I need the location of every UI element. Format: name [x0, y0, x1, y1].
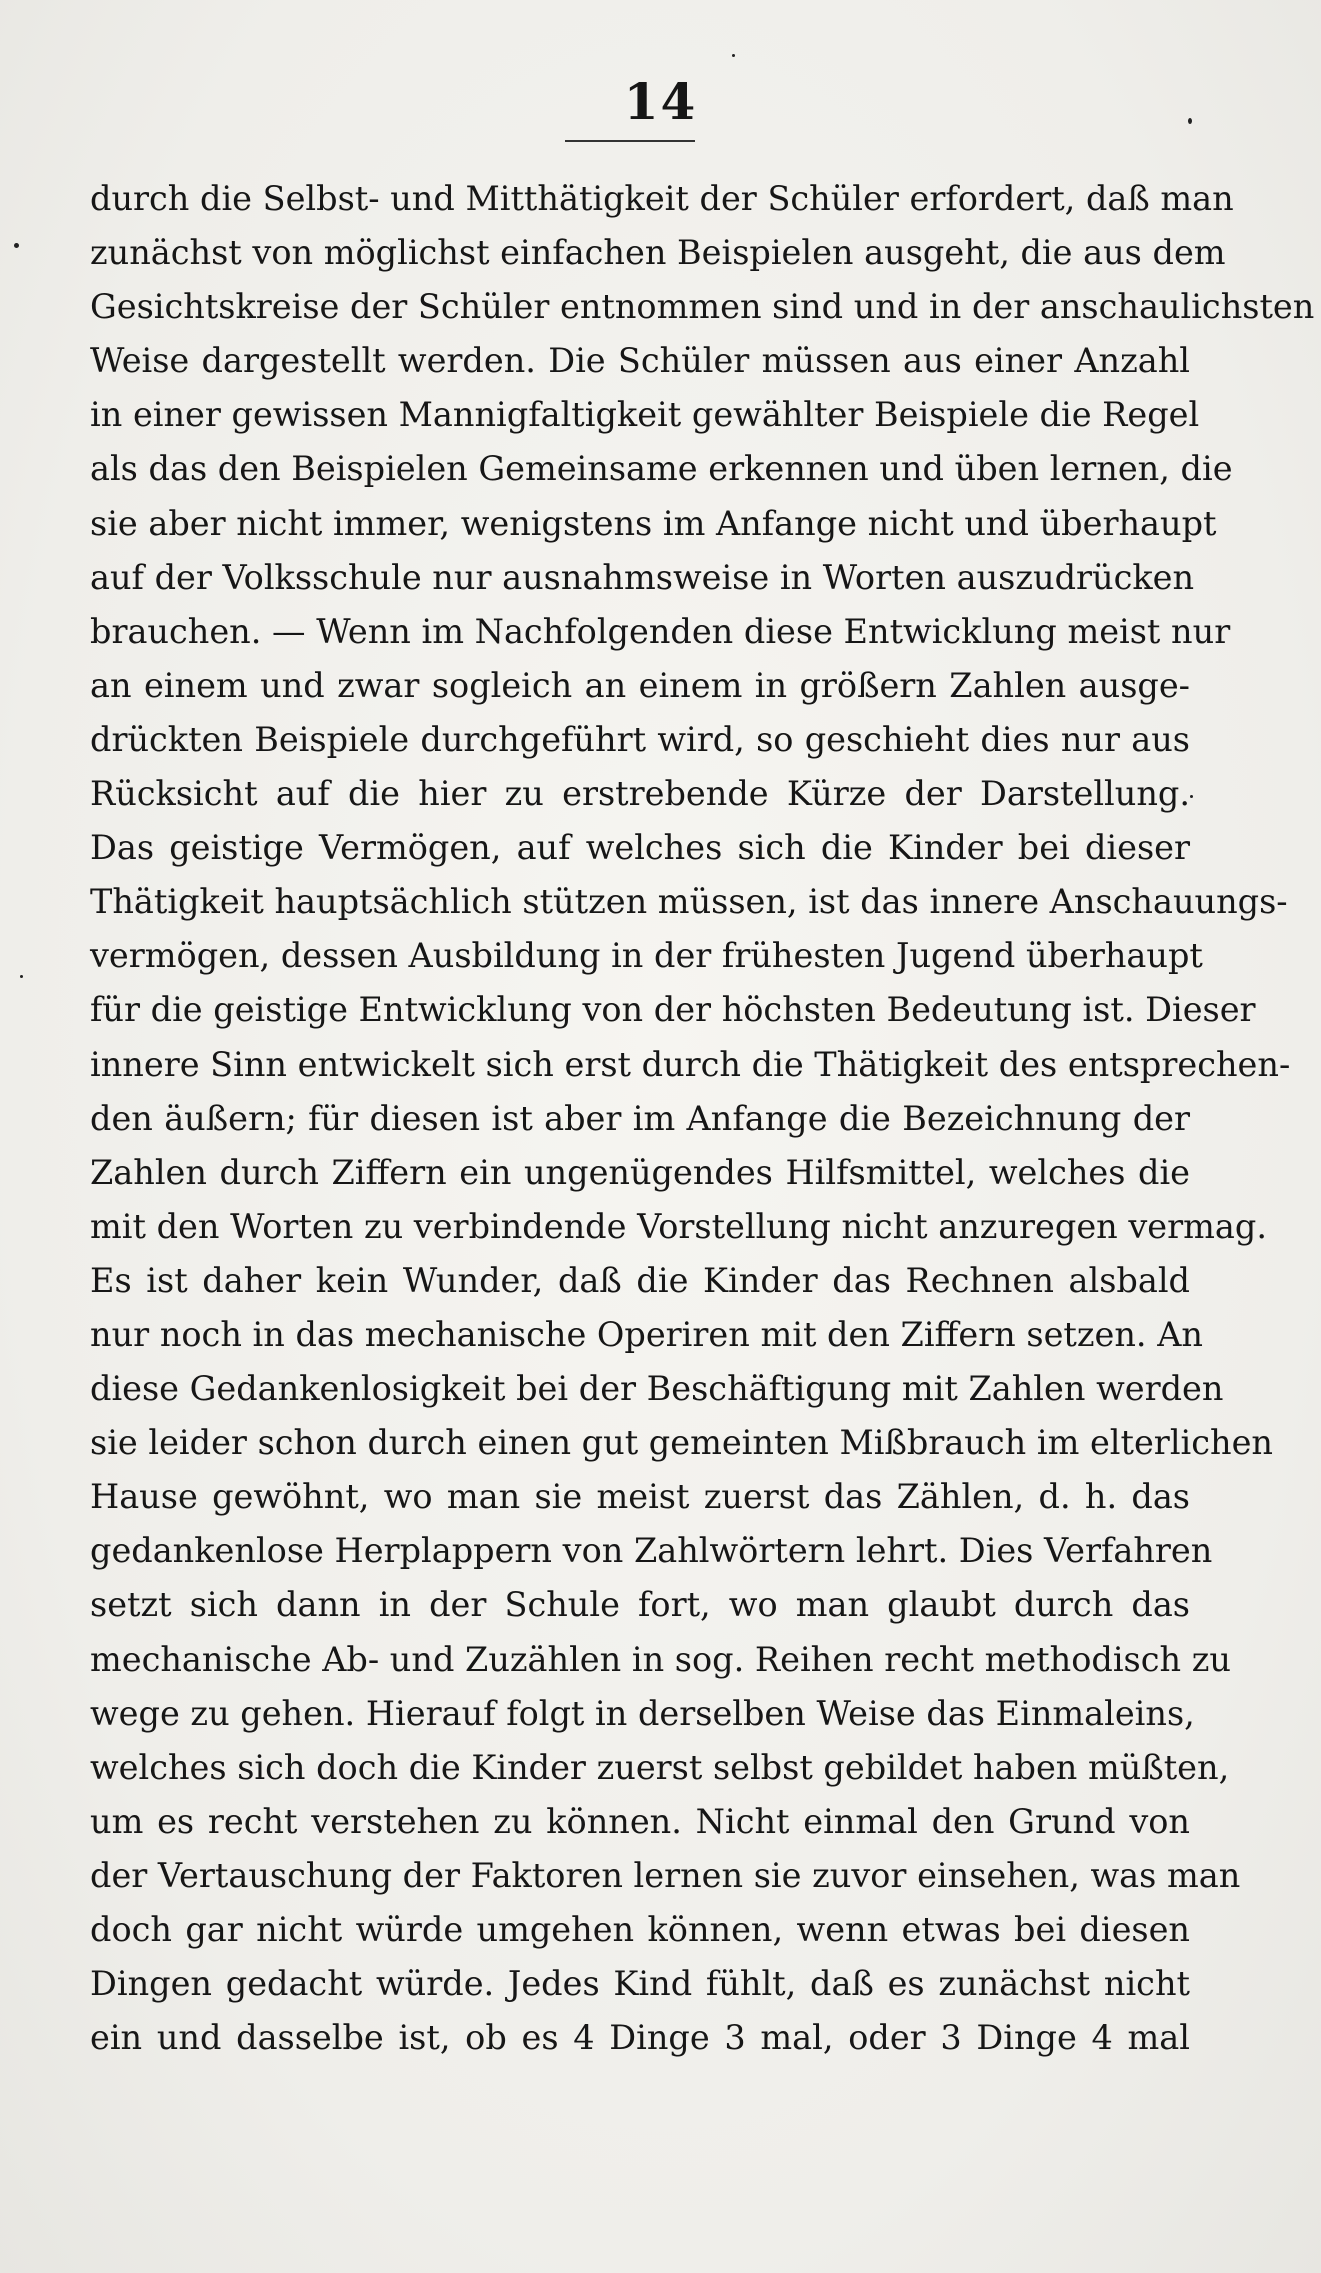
- text-line: setzt sich dann in der Schule fort, wo man glaubt durch das: [90, 1585, 1190, 1625]
- text-line: diese Gedankenlosigkeit bei der Beschäftigung mit Zahlen werden: [90, 1369, 1224, 1409]
- text-line: durch die Selbst- und Mitthätigkeit der Schüler erfordert, daß man: [90, 179, 1234, 218]
- text-line: Gesichtskreise der Schüler entnommen sind und in der anschaulichsten: [90, 287, 1315, 327]
- text-line: sie leider schon durch einen gut gemeinten Mißbrauch im elterlichen: [90, 1423, 1273, 1463]
- text-line: mit den Worten zu verbindende Vorstellung nicht anzuregen vermag.: [90, 1206, 1267, 1246]
- text-line: welches sich doch die Kinder zuerst selbst gebildet haben müßten,: [90, 1747, 1230, 1787]
- scan-speck: [14, 243, 19, 248]
- text-line: zunächst von möglichst einfachen Beispielen ausgeht, die aus dem: [90, 233, 1226, 273]
- text-line: innere Sinn entwickelt sich erst durch die Thätigkeit des entsprechen-: [90, 1044, 1291, 1084]
- text-line: nur noch in das mechanische Operiren mit den Ziffern setzen. An: [90, 1314, 1203, 1354]
- text-line: an einem und zwar sogleich an einem in größern Zahlen ausge-: [90, 665, 1190, 705]
- text-line: den äußern; für diesen ist aber im Anfange die Bezeichnung der: [90, 1098, 1190, 1138]
- text-line: Das geistige Vermögen, auf welches sich die Kinder bei dieser: [90, 828, 1190, 868]
- text-line: als das den Beispielen Gemeinsame erkennen und üben lernen, die: [90, 449, 1233, 489]
- text-line: doch gar nicht würde umgehen können, wenn etwas bei diesen: [90, 1910, 1190, 1949]
- page-number: 14: [623, 72, 698, 131]
- scan-speck: [1188, 118, 1192, 124]
- text-line: drückten Beispiele durchgeführt wird, so geschieht dies nur aus: [90, 719, 1190, 759]
- text-line: Zahlen durch Ziffern ein ungenügendes Hilfsmittel, welches die: [90, 1152, 1190, 1192]
- scan-speck: [20, 975, 23, 978]
- scan-speck: [1190, 795, 1193, 798]
- text-line: Dingen gedacht würde. Jedes Kind fühlt, daß es zunächst nicht: [90, 1964, 1190, 2004]
- text-line: für die geistige Entwicklung von der höchsten Bedeutung ist. Dieser: [90, 990, 1256, 1030]
- text-line: auf der Volksschule nur ausnahmsweise in Worten auszudrücken: [90, 557, 1195, 597]
- text-line: Thätigkeit hauptsächlich stützen müssen, ist das innere Anschauungs-: [90, 882, 1288, 922]
- text-line: Rücksicht auf die hier zu erstrebende Kürze der Darstellung.: [90, 774, 1190, 814]
- text-line: Weise dargestellt werden. Die Schüler müssen aus einer Anzahl: [90, 341, 1190, 381]
- text-line: um es recht verstehen zu können. Nicht einmal den Grund von: [90, 1801, 1190, 1841]
- text-line: vermögen, dessen Ausbildung in der frühesten Jugend überhaupt: [90, 936, 1203, 976]
- text-line: brauchen. — Wenn im Nachfolgenden diese Entwicklung meist nur: [90, 611, 1231, 651]
- text-line: Hause gewöhnt, wo man sie meist zuerst das Zählen, d. h. das: [90, 1477, 1190, 1517]
- text-line: sie aber nicht immer, wenigstens im Anfange nicht und überhaupt: [90, 503, 1217, 543]
- text-line: in einer gewissen Mannigfaltigkeit gewählter Beispiele die Regel: [90, 395, 1200, 435]
- text-line: der Vertauschung der Faktoren lernen sie zuvor einsehen, was man: [90, 1855, 1241, 1895]
- text-line: gedankenlose Herplappern von Zahlwörtern lehrt. Dies Verfahren: [90, 1531, 1213, 1571]
- text-line: wege zu gehen. Hierauf folgt in derselben Weise das Einmaleins,: [90, 1693, 1195, 1733]
- body-text: [90, 172, 1315, 2065]
- scan-speck: [732, 54, 735, 57]
- header-rule: [565, 140, 695, 142]
- text-line: ein und dasselbe ist, ob es 4 Dinge 3 mal, oder 3 Dinge 4 mal: [90, 2018, 1190, 2058]
- text-line: mechanische Ab- und Zuzählen in sog. Reihen recht methodisch zu: [90, 1639, 1231, 1679]
- text-line: Es ist daher kein Wunder, daß die Kinder das Rechnen alsbald: [90, 1260, 1190, 1300]
